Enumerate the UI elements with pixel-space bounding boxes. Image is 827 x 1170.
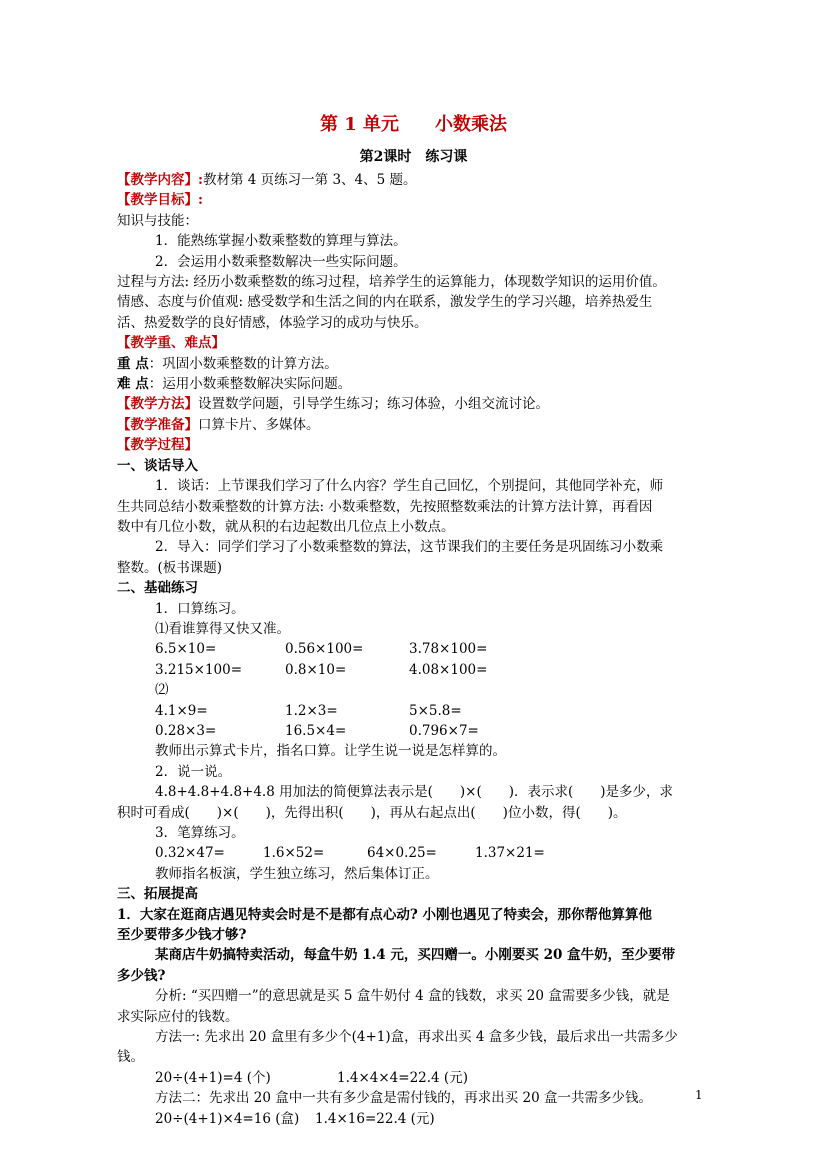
key-point-text: ：巩固小数乘整数的计算方法。	[148, 355, 338, 372]
section-3-heading: 三、拓展提高	[117, 886, 198, 903]
lesson-content	[117, 170, 707, 1129]
teaching-prep-line	[117, 415, 707, 435]
say-it-line-1: 4.8+4.8+4.8+4.8 用加法的简便算法表示是( )×( )．表示求( )是多少，求	[155, 784, 674, 801]
section-1-para-2-line-2: 整数。(板书课题)	[117, 559, 223, 576]
written-calc-title: 3．笔算练习。	[155, 824, 245, 841]
oral-calc-subtitle-2: ⑵	[155, 682, 169, 699]
teaching-method-label: 【教学方法】	[117, 396, 198, 413]
method-1-line-1: 方法一: 先求出 20 盒里有多少个(4+1)盒，再求出买 4 盒多少钱，最后求出一共需多少	[155, 1028, 678, 1045]
calc-item: 1.37×21=	[475, 845, 545, 862]
key-point-line	[117, 354, 707, 374]
teaching-prep-label: 【教学准备】	[117, 416, 198, 433]
calc-item: 5×5.8=	[409, 702, 462, 719]
calc-item: 64×0.25=	[367, 845, 437, 862]
calc-item: 20÷(4+1)=4 (个)	[155, 1069, 271, 1086]
written-calc-note: 教师指名板演，学生独立练习，然后集体订正。	[155, 865, 439, 882]
say-it-line-2: 积时可看成( )×( )，先得出积( )，再从右起点出( )位小数，得( )。	[117, 804, 627, 821]
method-2-calc-row	[117, 1109, 707, 1129]
teaching-method-line	[117, 394, 707, 414]
teaching-content-line	[117, 170, 707, 190]
method-2-line: 方法二：先求出 20 盒中一共有多少盒是需付钱的，再求出买 20 盒一共需多少钱。	[155, 1090, 653, 1107]
emotion-attitude-line-1: 情感、态度与价值观: 感受数学和生活之间的内在联系，激发学生的学习兴趣，培养热爱生	[117, 294, 653, 311]
difficult-point-head: 难 点	[117, 376, 149, 393]
teaching-content-text: 教材第 4 页练习一第 3、4、5 题。	[202, 172, 417, 188]
extension-q1-line-2: 至少要带多少钱才够?	[117, 926, 247, 943]
section-1-para-1-line-2: 生共同总结小数乘整数的计算方法: 小数乘整数，先按照整数乘法的计算方法计算，再看因	[117, 498, 653, 515]
calc-item: 1.4×4×4=22.4 (元)	[337, 1069, 468, 1086]
calc-item: 0.796×7=	[409, 722, 479, 739]
oral-calc-row-1	[117, 639, 707, 659]
calc-item: 0.32×47=	[155, 845, 225, 862]
calc-item: 0.28×3=	[155, 722, 217, 739]
written-calc-row	[117, 843, 707, 863]
section-1-para-2-line-1: 2．导入：同学们学习了小数乘整数的算法，这节课我们的主要任务是巩固练习小数乘	[155, 539, 664, 556]
calc-item: 0.8×10=	[285, 661, 347, 678]
extension-q1-line-1: 1．大家在逛商店遇见特卖会时是不是都有点心动? 小刚也遇见了特卖会，那你帮他算算他	[117, 906, 653, 923]
teaching-goals-label: 【教学目标】:	[117, 192, 203, 209]
key-point-head: 重 点	[117, 355, 149, 372]
oral-calc-row-2	[117, 660, 707, 680]
lesson-subtitle: 第2课时 练习课	[359, 149, 468, 165]
teaching-prep-text: 口算卡片、多媒体。	[198, 416, 320, 433]
section-1-para-1-line-3: 数中有几位小数，就从积的右边起数出几位点上小数点。	[117, 518, 455, 535]
calc-item: 0.56×100=	[285, 641, 364, 658]
section-1-para-1-line-1: 1．谈话：上节课我们学习了什么内容？学生自己回忆，个别提问，其他同学补充，师	[155, 478, 664, 495]
method-1-calc-row	[117, 1068, 707, 1088]
oral-calc-note: 教师出示算式卡片，指名口算。让学生说一说是怎样算的。	[155, 743, 506, 760]
calc-item: 3.78×100=	[409, 641, 488, 658]
teaching-method-text: 设置数学问题，引导学生练习；练习体验，小组交流讨论。	[198, 396, 549, 413]
method-1-line-2: 钱。	[117, 1049, 144, 1066]
knowledge-skill-1: 1．能熟练掌握小数乘整数的算理与算法。	[155, 233, 407, 250]
difficult-point-text: ：运用小数乘整数解决实际问题。	[148, 376, 352, 393]
oral-calc-subtitle-1: ⑴看谁算得又快又准。	[155, 620, 290, 637]
calc-item: 1.2×3=	[285, 702, 338, 719]
say-it-title: 2．说一说。	[155, 763, 232, 780]
process-method-line: 过程与方法: 经历小数乘整数的练习过程，培养学生的运算能力，体现数学知识的运用价值。	[117, 274, 666, 291]
analysis-line-2: 求实际应付的钱数。	[117, 1008, 239, 1025]
key-difficult-points-label: 【教学重、难点】	[117, 335, 225, 352]
knowledge-skills-label: 知识与技能：	[117, 212, 198, 229]
teaching-content-label: 【教学内容】:	[117, 172, 203, 188]
calc-item: 4.1×9=	[155, 702, 208, 719]
calc-item: 6.5×10=	[155, 641, 217, 658]
page-number: 1	[695, 1088, 703, 1102]
oral-calc-row-3	[117, 701, 707, 721]
oral-calc-row-4	[117, 721, 707, 741]
calc-item: 20÷(4+1)×4=16 (盒)	[155, 1110, 300, 1127]
calc-item: 3.215×100=	[155, 661, 243, 678]
analysis-line-1: 分析: “买四赠一”的意思就是买 5 盒牛奶付 4 盒的钱数，求买 20 盒需要多少钱，就是	[155, 988, 670, 1005]
calc-item: 1.6×52=	[263, 845, 325, 862]
extension-q2-line-1: 某商店牛奶搞特卖活动，每盒牛奶 1.4 元，买四赠一。小刚要买 20 盒牛奶，至少要带	[155, 947, 676, 964]
calc-item: 16.5×4=	[285, 722, 347, 739]
extension-q2-line-2: 多少钱?	[117, 967, 166, 984]
page-title: 第 1 单元 小数乘法	[319, 114, 508, 135]
teaching-process-label: 【教学过程】	[117, 437, 198, 454]
difficult-point-line	[117, 374, 707, 394]
section-2-heading: 二、基础练习	[117, 580, 198, 597]
section-1-heading: 一、谈话导入	[117, 457, 198, 474]
calc-item: 1.4×16=22.4 (元)	[315, 1110, 435, 1127]
oral-calc-title: 1．口算练习。	[155, 600, 245, 617]
knowledge-skill-2: 2．会运用小数乘整数解决一些实际问题。	[155, 253, 407, 270]
emotion-attitude-line-2: 活、热爱数学的良好情感，体验学习的成功与快乐。	[117, 314, 428, 331]
calc-item: 4.08×100=	[409, 661, 488, 678]
